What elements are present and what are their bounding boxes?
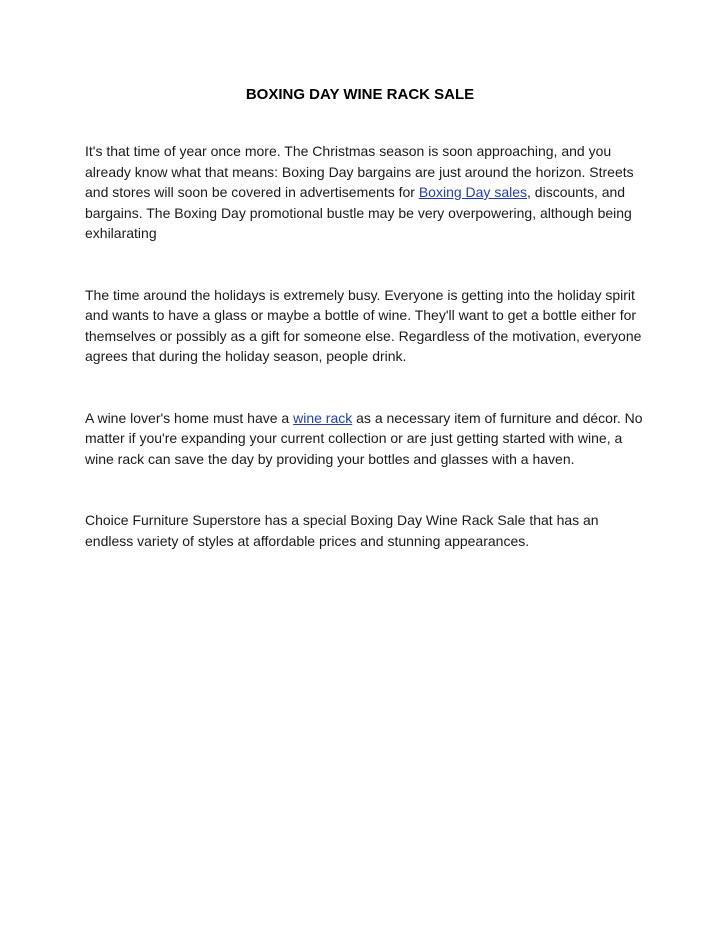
paragraph-wine-rack-text-after: as a necessary item of furniture and décor. No matter if you're expanding your current collection or are just getting started with wine, a wine rack can save the day by providing your bottles and glasses with a haven.	[85, 409, 643, 467]
document-title: BOXING DAY WINE RACK SALE	[245, 86, 475, 103]
paragraph-holidays: The time around the holidays is extremely busy. Everyone is getting into the holiday spirit and wants to have a glass or maybe a bottle of wine. They'll want to get a bottle either for themselves or possibly as a gift for someone else. Regardless of the motivation, everyone agrees that during the holiday season, people drink.	[85, 286, 642, 364]
paragraph-wine-rack-text-before: A wine lover's home must have a	[85, 409, 294, 426]
paragraph-intro-text-before: It's that time of year once more. The Christmas season is soon approaching, and you already know what that means: Boxing Day bargains are just around the horizon. Streets and stores will soon be covered in advertisements for	[85, 143, 634, 200]
paragraph-wine-rack	[85, 408, 645, 470]
boxing-day-sales-link[interactable]: Boxing Day sales	[418, 184, 528, 200]
paragraph-sale: Choice Furniture Superstore has a special Boxing Day Wine Rack Sale that has an endless variety of styles at affordable prices and stunning appearances.	[85, 512, 599, 549]
document-body	[85, 141, 645, 592]
paragraph-intro-text-after: , discounts, and bargains. The Boxing Day promotional bustle may be very overpowering, although being exhilarating	[85, 184, 632, 241]
paragraph-intro	[85, 141, 645, 244]
wine-rack-link[interactable]: wine rack	[293, 409, 353, 426]
